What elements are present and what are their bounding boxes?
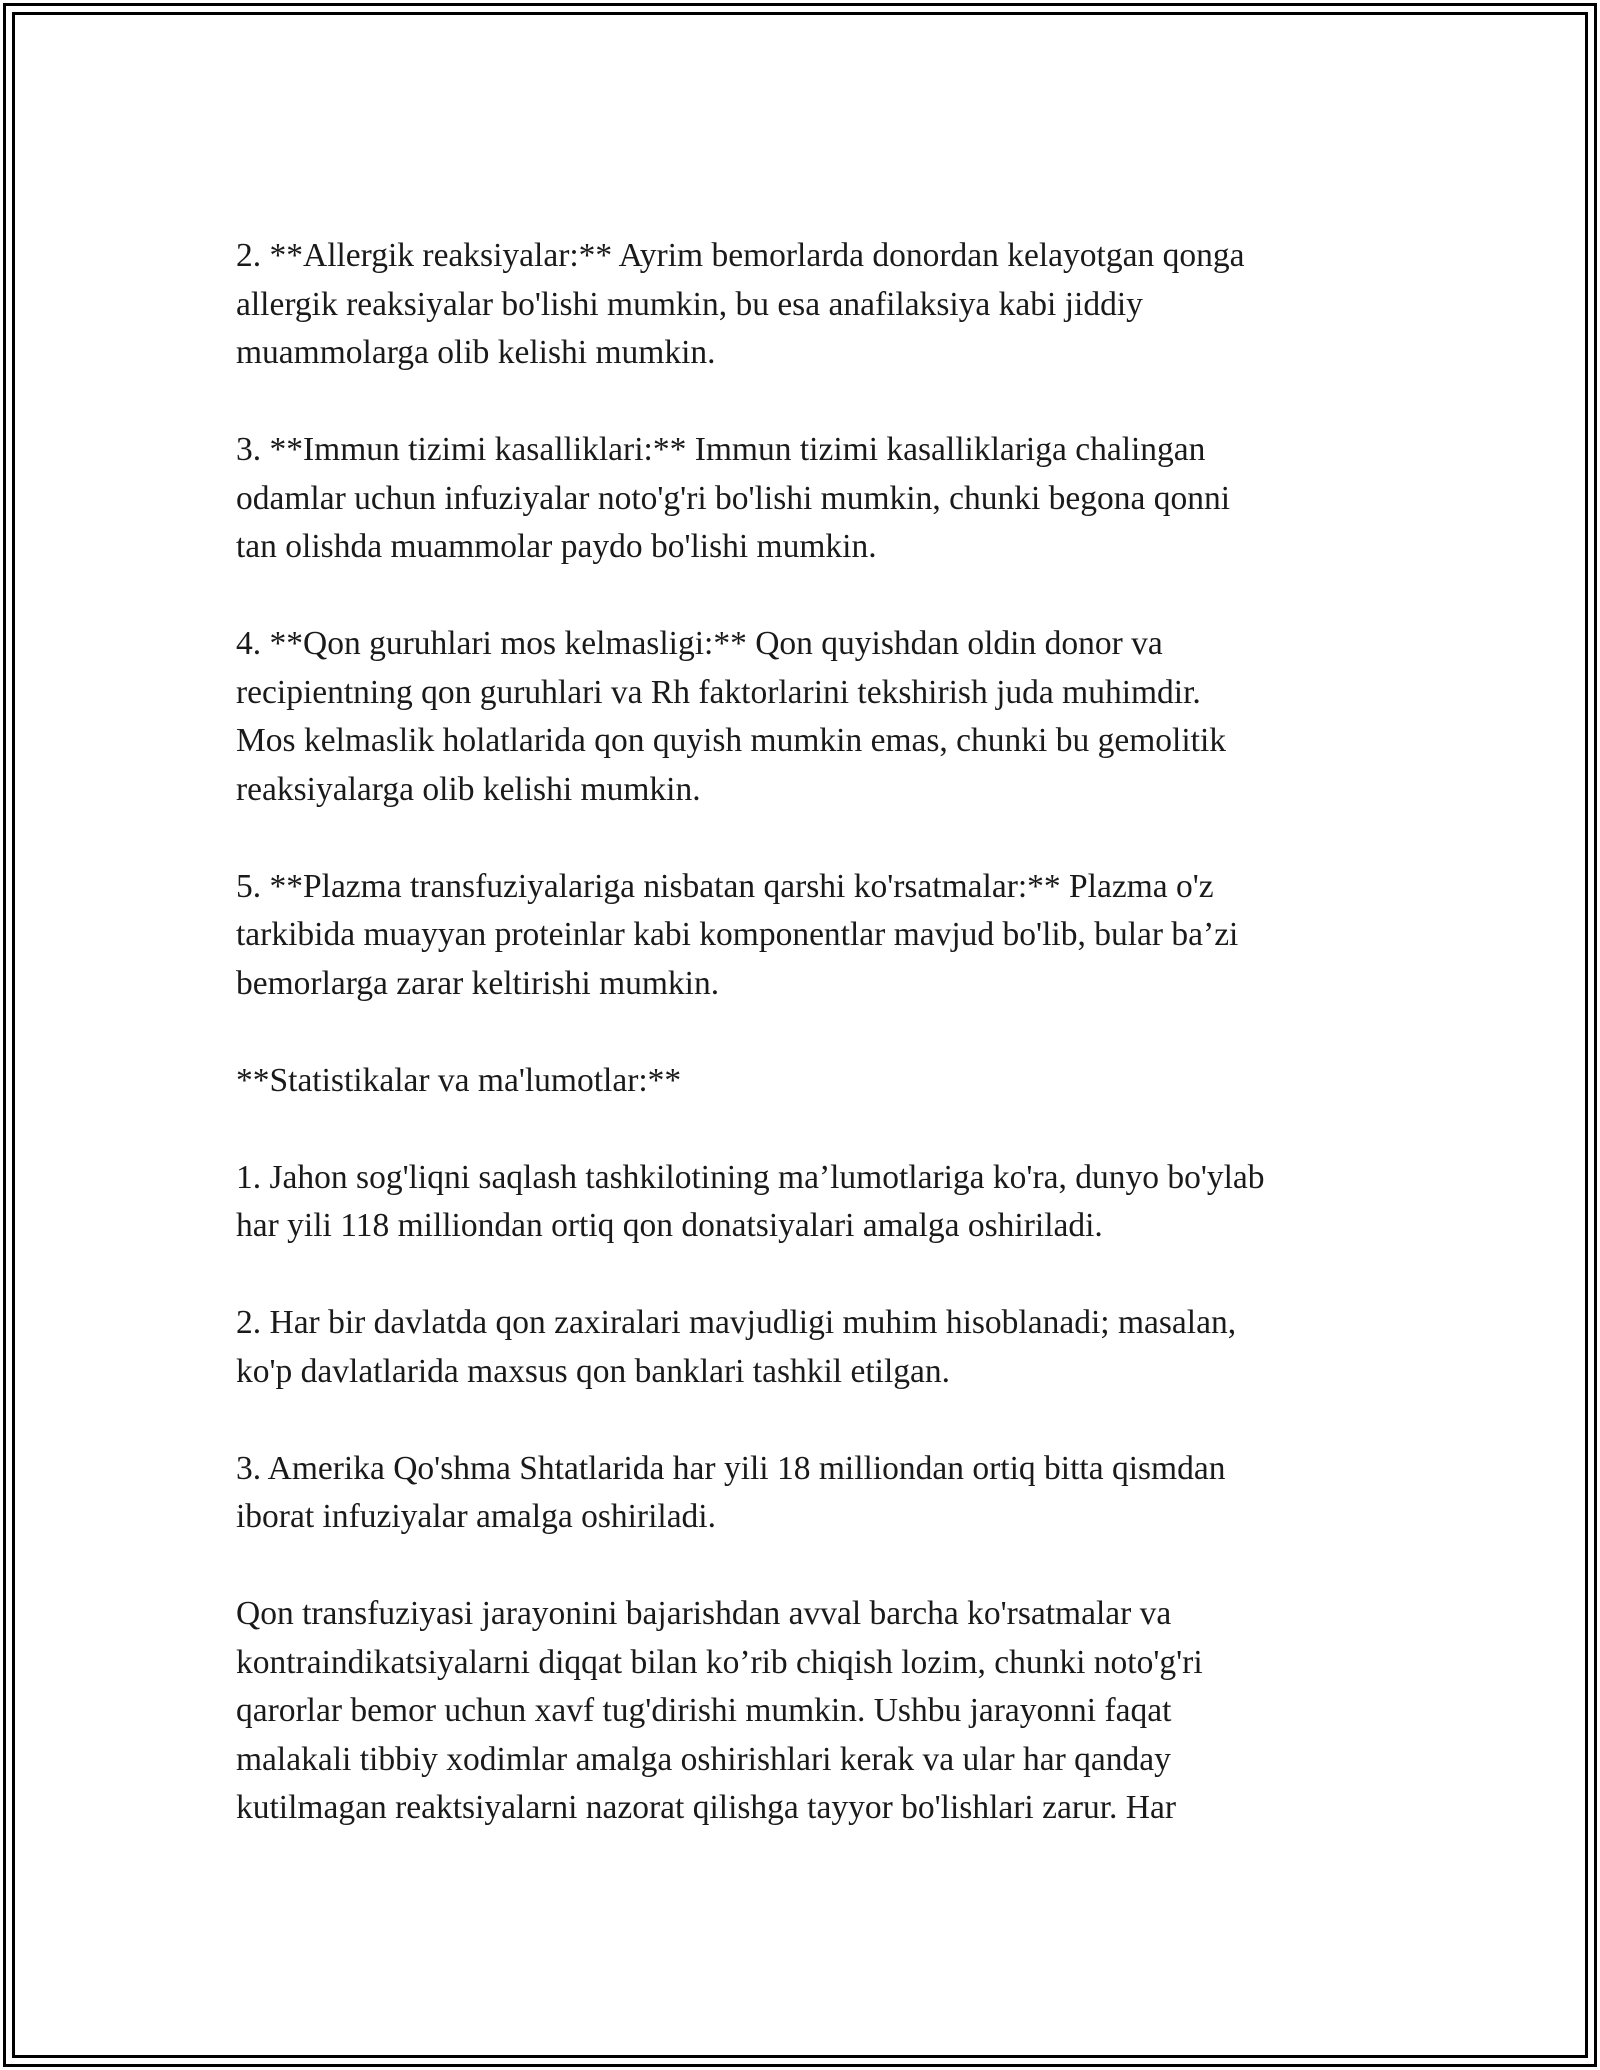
paragraph-allergic-reactions: [236, 232, 1376, 378]
paragraph-blood-group-mismatch: [236, 620, 1376, 814]
text-line: 2. **Allergik reaksiyalar:** Ayrim bemorlarda donordan kelayotgan qonga: [236, 237, 1245, 274]
text-line: 5. **Plazma transfuziyalariga nisbatan qarshi ko'rsatmalar:** Plazma o'z: [236, 867, 1214, 905]
text-line: kutilmagan reaktsiyalarni nazorat qilishga tayyor bo'lishlari zarur. Har: [236, 1789, 1176, 1826]
text-line: 1. Jahon sog'liqni saqlash tashkilotining ma’lumotlariga ko'ra, dunyo bo'ylab: [236, 1158, 1265, 1196]
text-line: reaksiyalarga olib kelishi mumkin.: [236, 770, 701, 808]
paragraph-stat-usa: [236, 1445, 1376, 1542]
text-line: Qon transfuziyasi jarayonini bajarishdan avval barcha ko'rsatmalar va: [236, 1595, 1172, 1632]
text-line: ko'p davlatlarida maxsus qon banklari tashkil etilgan.: [236, 1352, 951, 1390]
text-line: odamlar uchun infuziyalar noto'g'ri bo'lishi mumkin, chunki begona qonni: [236, 479, 1231, 517]
text-line: bemorlarga zarar keltirishi mumkin.: [236, 964, 720, 1002]
text-line: tarkibida muayyan proteinlar kabi komponentlar mavjud bo'lib, bular ba’zi: [236, 916, 1239, 953]
text-line: **Statistikalar va ma'lumotlar:**: [236, 1061, 682, 1099]
text-line: malakali tibbiy xodimlar amalga oshirishlari kerak va ular har qanday: [236, 1740, 1171, 1778]
text-line: Mos kelmaslik holatlarida qon quyish mumkin emas, chunki bu gemolitik: [236, 722, 1227, 759]
text-line: 3. Amerika Qo'shma Shtatlarida har yili 18 milliondan ortiq bitta qismdan: [236, 1449, 1226, 1487]
text-line: 4. **Qon guruhlari mos kelmasligi:** Qon quyishdan oldin donor va: [236, 625, 1163, 662]
text-line: 3. **Immun tizimi kasalliklari:** Immun tizimi kasalliklariga chalingan: [236, 431, 1206, 468]
paragraph-stat-who: [236, 1154, 1376, 1251]
text-line: har yili 118 milliondan ortiq qon donatsiyalari amalga oshiriladi.: [236, 1207, 1103, 1244]
paragraph-conclusion: [236, 1590, 1376, 1833]
document-body: [236, 232, 1376, 1881]
paragraph-stat-reserves: [236, 1299, 1376, 1396]
text-line: recipientning qon guruhlari va Rh faktorlarini tekshirish juda muhimdir.: [236, 673, 1201, 711]
section-heading-statistics: [236, 1057, 1376, 1106]
text-line: iborat infuziyalar amalga oshiriladi.: [236, 1498, 716, 1535]
paragraph-immune-diseases: [236, 426, 1376, 572]
text-line: 2. Har bir davlatda qon zaxiralari mavjudligi muhim hisoblanadi; masalan,: [236, 1304, 1237, 1341]
text-line: muammolarga olib kelishi mumkin.: [236, 334, 716, 371]
text-line: tan olishda muammolar paydo bo'lishi mumkin.: [236, 528, 877, 565]
paragraph-plasma-contraindications: [236, 863, 1376, 1009]
text-line: allergik reaksiyalar bo'lishi mumkin, bu esa anafilaksiya kabi jiddiy: [236, 285, 1143, 323]
text-line: kontraindikatsiyalarni diqqat bilan ko’rib chiqish lozim, chunki noto'g'ri: [236, 1643, 1203, 1681]
text-line: qarorlar bemor uchun xavf tug'dirishi mumkin. Ushbu jarayonni faqat: [236, 1692, 1172, 1729]
